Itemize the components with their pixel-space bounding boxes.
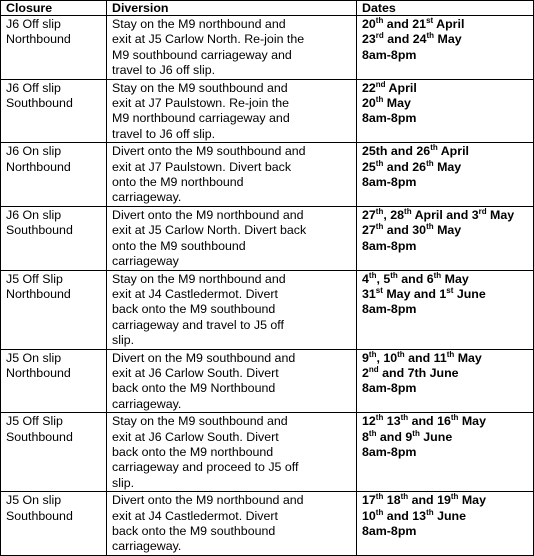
diversion-cell-line: exit at J7 Paulstown. Re-join the: [112, 96, 290, 111]
diversion-cell-line: back onto the M9 southbound: [112, 302, 276, 317]
ordinal-suffix: th: [375, 507, 384, 517]
table-row: [1, 16, 534, 80]
ordinal-suffix: th: [400, 492, 409, 502]
ordinal-suffix: st: [426, 15, 434, 25]
diversion-cell-line: exit at J5 Carlow North. Divert back: [112, 223, 307, 238]
dates-cell: [357, 79, 534, 143]
ordinal-suffix: th: [375, 158, 384, 168]
dates-cell-line: 25th and 26th May: [362, 158, 462, 174]
dates-header: Dates: [357, 1, 534, 16]
dates-cell-line: 10th and 13th June: [362, 507, 466, 523]
ordinal-suffix: th: [433, 270, 442, 280]
diversion-cell: [107, 492, 357, 556]
diversion-cell-line: carriageway.: [112, 396, 182, 411]
dates-cell-line: 20th May: [362, 94, 411, 111]
dates-cell-line: 20th and 21st April: [362, 15, 465, 31]
diversion-cell-line: Stay on the M9 southbound and: [112, 414, 288, 429]
dates-cell-line: 23rd and 24th May: [362, 31, 462, 47]
table-body: [1, 16, 534, 556]
diversion-header: Diversion: [107, 1, 357, 16]
diversion-cell: [107, 270, 357, 349]
closure-cell-line: Southbound: [6, 508, 73, 523]
ordinal-suffix: th: [375, 222, 384, 232]
diversion-cell-line: back onto the M9 northbound: [112, 444, 274, 459]
dates-cell-line: 31st May and 1st June: [362, 285, 486, 301]
diversion-cell-line: Divert onto the M9 northbound and: [112, 207, 304, 222]
dates-cell: [357, 413, 534, 492]
ordinal-suffix: st: [446, 285, 454, 295]
ordinal-suffix: th: [426, 158, 434, 168]
diversion-cell-line: exit at J7 Paulstown. Divert back: [112, 159, 292, 174]
closure-cell: [1, 143, 107, 207]
ordinal-suffix: rd: [375, 31, 384, 41]
ordinal-suffix: nd: [368, 364, 379, 374]
dates-cell-line: 4th, 5th and 6th May: [362, 270, 469, 286]
ordinal-suffix: th: [412, 428, 420, 438]
diversion-cell-line: carriageway.: [112, 190, 182, 205]
closure-cell: [1, 206, 107, 270]
ordinal-suffix: th: [375, 94, 384, 104]
diversion-cell: [107, 413, 357, 492]
ordinal-suffix: th: [404, 206, 412, 216]
ordinal-suffix: th: [368, 428, 377, 438]
closure-cell-line: J6 Off slip: [6, 17, 61, 31]
table-row: [1, 270, 534, 349]
dates-cell-line: 2nd and 7th June: [362, 364, 459, 380]
closure-cell-line: J5 Off Slip: [6, 271, 63, 286]
dates-cell: [357, 206, 534, 270]
ordinal-suffix: nd: [375, 79, 386, 89]
closure-cell-line: J5 On slip: [6, 493, 62, 508]
ordinal-suffix: st: [375, 285, 383, 295]
diversion-cell-line: exit at J4 Castledermot. Divert: [112, 286, 278, 301]
ordinal-suffix: th: [426, 507, 434, 517]
ordinal-suffix: th: [375, 206, 384, 216]
diversion-cell-line: Stay on the M9 northbound and: [112, 17, 286, 31]
closure-cell-line: Southbound: [6, 429, 73, 444]
dates-cell-line: 12th 13th and 16th May: [362, 413, 486, 429]
ordinal-suffix: th: [450, 492, 459, 502]
dates-cell-line: 8am-8pm: [362, 444, 417, 459]
diversion-cell-line: slip.: [112, 475, 135, 490]
dates-cell: [357, 143, 534, 207]
ordinal-suffix: th: [368, 270, 377, 280]
closure-header: Closure: [1, 1, 107, 16]
table-row: [1, 413, 534, 492]
diversion-cell-line: carriageway and proceed to J5 off: [112, 460, 299, 475]
diversion-cell-line: exit at J5 Carlow North. Re-join the: [112, 32, 305, 47]
closure-cell-line: Southbound: [6, 96, 73, 111]
dates-cell: [357, 349, 534, 413]
ordinal-suffix: rd: [478, 206, 487, 216]
diversion-cell-line: carriageway: [112, 254, 179, 269]
closure-cell: [1, 16, 107, 80]
dates-cell-line: 25th and 26th April: [362, 143, 469, 159]
diversion-cell-line: Divert on the M9 southbound and: [112, 350, 296, 365]
dates-cell-line: 8am-8pm: [362, 238, 417, 253]
diversion-cell-line: exit at J6 Carlow South. Divert: [112, 365, 279, 380]
dates-cell: [357, 492, 534, 556]
ordinal-suffix: th: [430, 143, 438, 153]
ordinal-suffix: th: [450, 413, 459, 423]
diversion-cell-line: carriageway.: [112, 539, 182, 554]
closure-cell-line: J5 On slip: [6, 350, 62, 365]
dates-cell-line: 27th, 28th April and 3rd May: [362, 206, 515, 222]
dates-cell-line: 8am-8pm: [362, 524, 417, 538]
table-row: [1, 206, 534, 270]
closure-cell: [1, 79, 107, 143]
dates-cell-line: 27th and 30th May: [362, 222, 462, 238]
diversion-cell-line: M9 southbound carriageway and: [112, 47, 292, 62]
table-row: [1, 492, 534, 556]
dates-cell-line: 22nd April: [362, 79, 417, 95]
dates-cell-line: 9th, 10th and 11th May: [362, 349, 482, 365]
closure-cell-line: J6 Off slip: [6, 80, 61, 95]
diversion-cell-line: onto the M9 northbound: [112, 175, 244, 190]
diversion-cell: [107, 206, 357, 270]
diversion-cell: [107, 16, 357, 80]
diversion-cell-line: travel to J6 off slip.: [112, 126, 216, 141]
closure-cell-line: Northbound: [6, 365, 71, 380]
ordinal-suffix: th: [426, 222, 434, 232]
closure-cell-line: J6 On slip: [6, 144, 62, 159]
closure-cell: [1, 270, 107, 349]
diversion-cell-line: back onto the M9 southbound: [112, 524, 276, 538]
table-row: [1, 349, 534, 413]
diversion-cell-line: exit at J4 Castledermot. Divert: [112, 508, 278, 523]
closure-cell-line: Northbound: [6, 286, 71, 301]
ordinal-suffix: th: [375, 15, 384, 25]
dates-cell-line: 8am-8pm: [362, 381, 417, 396]
closure-cell: [1, 413, 107, 492]
table-row: [1, 143, 534, 207]
diversion-cell-line: travel to J6 off slip.: [112, 63, 216, 78]
ordinal-suffix: th: [397, 349, 405, 359]
header-row: [1, 1, 534, 16]
diversion-cell-line: M9 northbound carriageway and: [112, 111, 290, 126]
diversion-cell-line: back onto the M9 Northbound: [112, 381, 276, 396]
diversion-cell-line: Stay on the M9 southbound and: [112, 80, 288, 95]
ordinal-suffix: th: [390, 270, 398, 280]
ordinal-suffix: th: [426, 31, 435, 41]
ordinal-suffix: th: [368, 349, 377, 359]
diversion-cell-line: Divert onto the M9 southbound and: [112, 144, 306, 159]
dates-cell-line: 17th 18th and 19th May: [362, 492, 486, 508]
diversion-cell-line: Stay on the M9 northbound and: [112, 271, 286, 286]
diversion-cell-line: carriageway and travel to J5 off: [112, 317, 284, 332]
closure-cell: [1, 492, 107, 556]
dates-cell: [357, 16, 534, 80]
dates-cell-line: 8am-8pm: [362, 175, 417, 190]
closure-cell-line: Southbound: [6, 223, 73, 238]
ordinal-suffix: th: [400, 413, 409, 423]
diversion-cell-line: exit at J6 Carlow South. Divert: [112, 429, 279, 444]
diversion-cell-line: Divert onto the M9 northbound and: [112, 493, 304, 508]
diversion-cell-line: slip.: [112, 333, 135, 348]
dates-cell: [357, 270, 534, 349]
dates-cell-line: 8am-8pm: [362, 111, 417, 126]
table-row: [1, 79, 534, 143]
ordinal-suffix: th: [446, 349, 455, 359]
closure-cell-line: J6 On slip: [6, 207, 62, 222]
dates-cell-line: 8am-8pm: [362, 47, 417, 62]
diversion-cell: [107, 349, 357, 413]
diversion-cell: [107, 143, 357, 207]
diversion-cell-line: onto the M9 southbound: [112, 238, 246, 253]
diversion-cell: [107, 79, 357, 143]
closure-cell-line: Northbound: [6, 159, 71, 174]
ordinal-suffix: th: [375, 413, 384, 423]
closure-cell: [1, 349, 107, 413]
ordinal-suffix: th: [375, 492, 384, 502]
dates-cell-line: 8th and 9th June: [362, 428, 453, 444]
closure-cell-line: Northbound: [6, 32, 71, 47]
closure-cell-line: J5 Off Slip: [6, 414, 63, 429]
dates-cell-line: 8am-8pm: [362, 302, 417, 317]
